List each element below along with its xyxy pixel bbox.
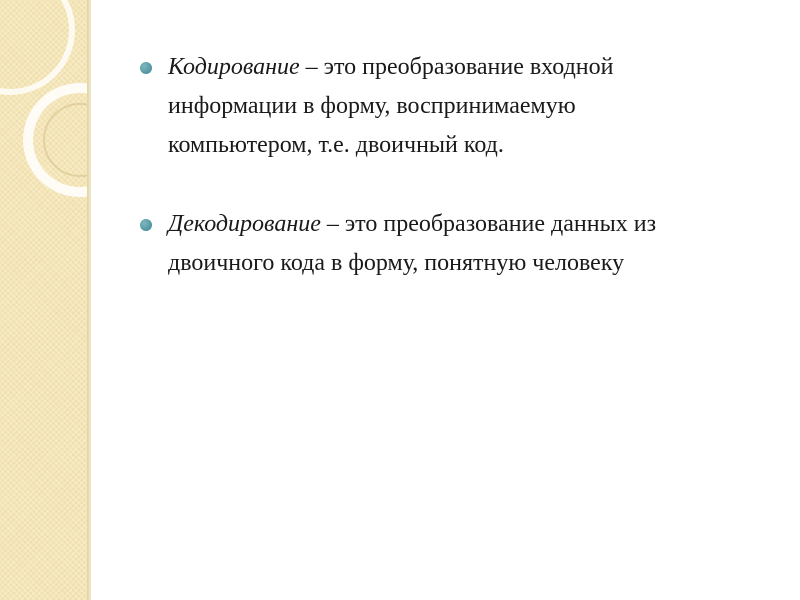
decorative-side-panel xyxy=(0,0,87,600)
ring-decoration-inner xyxy=(44,104,87,176)
definition-decoding xyxy=(138,205,698,283)
ring-decoration-large xyxy=(0,0,72,92)
side-panel-border xyxy=(87,0,91,600)
bullet-dot-icon xyxy=(140,219,152,231)
definition-decoding-text: – это преобразование данных из двоичного кода в форму, понятную человеку xyxy=(168,211,657,276)
definition-encoding xyxy=(138,48,698,165)
slide-content xyxy=(138,48,698,283)
definition-encoding-text: – это преобразование входной информации в форму, воспринимаемую компьютером, т.е. двоичный код. xyxy=(168,54,614,158)
term-encoding: Кодирование xyxy=(168,54,300,80)
decorative-rings xyxy=(0,0,87,600)
term-decoding: Декодирование xyxy=(168,211,321,237)
bullet-dot-icon xyxy=(140,62,152,74)
